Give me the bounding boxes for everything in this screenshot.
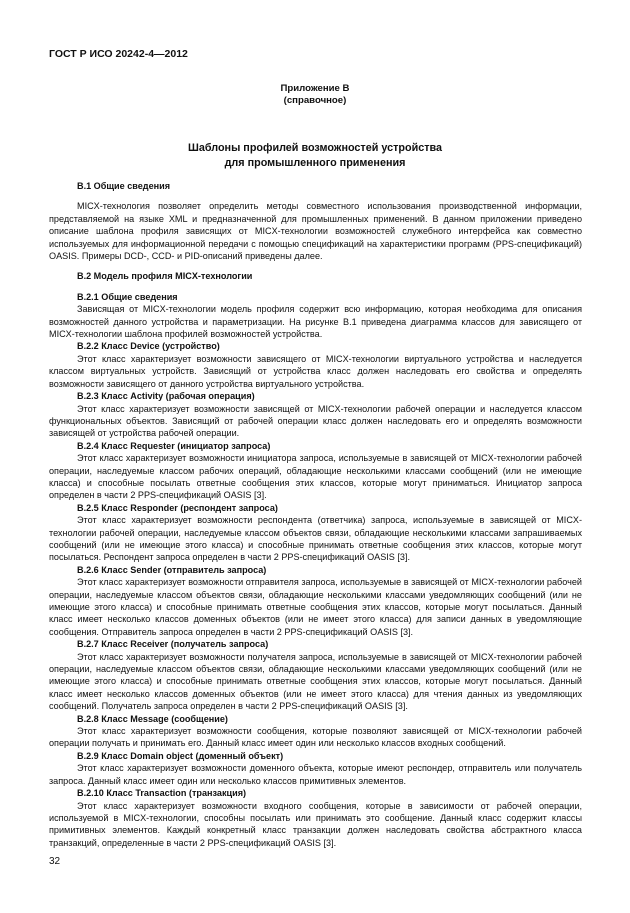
paragraph: Этот класс характеризует возможности инициатора запроса, используемые в зависящей от MICX-технологии рабочей операции, наследуемые классом рабочих операций, обладающие несколькими классами сообщений (или не имеющие класса) и способные посылать ответные сообщения этих классов, которые могут приниматься. Инициатор запроса определен в части 2 PPS-спецификаций OASIS [3].: [49, 453, 582, 501]
subsection-heading: В.2.2 Класс Device (устройство): [77, 341, 220, 352]
subsection-heading: В.2.5 Класс Responder (респондент запроса): [77, 502, 278, 513]
paragraph: Этот класс характеризует возможности доменного объекта, которые имеют респондер, отправитель или получатель запроса. Данный класс имеет один или несколько классов примитивных элементов.: [49, 763, 582, 786]
subsection-heading: В.2.7 Класс Receiver (получатель запроса): [77, 639, 269, 650]
paragraph: MICX-технология позволяет определить методы совместного использования производственной информации, представляемой на языке XML и предназначенной для промышленных применений. В данном приложении приведено описание шаблона профиля зависящих от MICX-технологии возможностей служебного интерфейса как совместно используемых для информационной передачи с помощью спецификаций на характеристики программ (PPS-спецификаций) OASIS. Примеры DCD-, CCD- и PID-описаний приведены далее.: [49, 201, 582, 262]
subsection-heading: В.2.6 Класс Sender (отправитель запроса): [77, 564, 267, 575]
paragraph: Этот класс характеризует возможности входного сообщения, которые в зависимости от рабочей операции, используемой в MICX-технологии, способны посылать или принимать это сообщение. Данный класс содержит классы примитивных элементов. Каждый конкретный класс транзакции должен наследовать свойства абстрактного класса транзакций, определенные в части 2 PPS-спецификаций OASIS [3].: [49, 800, 582, 848]
appendix-name: Приложение В: [280, 83, 350, 94]
subsection-heading: В.2.4 Класс Requester (инициатор запроса): [77, 440, 271, 451]
paragraph: Этот класс характеризует возможности отправителя запроса, используемые в зависящей от MICX-технологии рабочей операции, наследуемые классом объектов связи, обладающие несколькими классами уведомляющих сообщений (или не имеющие этого класса) и способные принимать ответные сообщения этих классов, которые могут посылаться. Данный класс имеет несколько классов доменных объектов (или не имеет этого класса) для записи данных в уведомляющие сообщения. Отправитель запроса определен в части 2 PPS-спецификаций OASIS [3].: [49, 577, 582, 637]
subsection-heading: В.2.1 Общие сведения: [77, 291, 178, 302]
appendix-title-line-1: Шаблоны профилей возможностей устройства: [187, 142, 443, 154]
subsection-heading: В.2.8 Класс Message (сообщение): [77, 713, 228, 724]
appendix-type: (справочное): [283, 95, 347, 107]
subsection-heading: В.2.9 Класс Domain object (доменный объект): [77, 750, 284, 761]
section-heading: В.1 Общие сведения: [77, 181, 171, 191]
appendix-title: [0, 141, 630, 171]
paragraph: Этот класс характеризует возможности сообщения, которые позволяют зависящей от MICX-технологии рабочей операции получать и принимать его. Данный класс имеет один или несколько классов входных сообщений.: [49, 726, 582, 749]
appendix-heading: [0, 83, 630, 108]
section-heading: В.2 Модель профиля MICX-технологии: [77, 271, 253, 282]
document-body: [49, 180, 582, 849]
subsection-heading: В.2.10 Класс Transaction (транзакция): [77, 788, 247, 799]
paragraph: Этот класс характеризует возможности зависящей от MICX-технологии рабочей операции и наследуется классом функциональных объектов. Зависящий от рабочей операции класс должен наследовать его и определять возможности зависящей от устройства рабочей операции.: [49, 403, 582, 439]
appendix-title-line-2: для промышленного применения: [224, 157, 406, 169]
paragraph: Этот класс характеризует возможности зависящего от MICX-технологии виртуального устройства и наследуется классом виртуальных устройств. Зависящий от устройства класс должен наследовать его свойства и определять возможности зависящего от данного устройства виртуального устройства.: [49, 353, 582, 389]
paragraph: Этот класс характеризует возможности респондента (ответчика) запроса, используемые в зависящей от MICX-технологии рабочей операции, наследуемые классом объектов связи, обладающие несколькими классами запрашиваемых сообщений (или не имеющие этого класса) и способные принимать ответные сообщения этих классов, которые могут посылаться. Респондент запроса определен в части 2 PPS-спецификаций OASIS [3].: [49, 515, 582, 563]
paragraph: Зависящая от MICX-технологии модель профиля содержит всю информацию, которая необходима для описания возможностей данного устройства и параметризации. На рисунке В.1 приведена диаграмма классов для зависящего от MICX-технологии шаблона профилей возможностей устройства.: [49, 304, 582, 340]
subsection-heading: В.2.3 Класс Activity (рабочая операция): [77, 391, 255, 402]
paragraph: Этот класс характеризует возможности получателя запроса, используемые в зависящей от MICX-технологии рабочей операции, наследуемые классом объектов связи, обладающие несколькими классами уведомляющих сообщений (или не имеющие этого класса) и способные принимать ответные сообщения этих классов, которые могут посылаться. Данный класс имеет несколько классов доменных объектов (или не имеет этого класса) для чтения данных из уведомляющих сообщений. Получатель запроса определен в части 2 PPS-спецификаций OASIS [3].: [49, 651, 582, 712]
page-number: 32: [49, 856, 61, 867]
standard-header: ГОСТ Р ИСО 20242-4—2012: [49, 48, 188, 60]
